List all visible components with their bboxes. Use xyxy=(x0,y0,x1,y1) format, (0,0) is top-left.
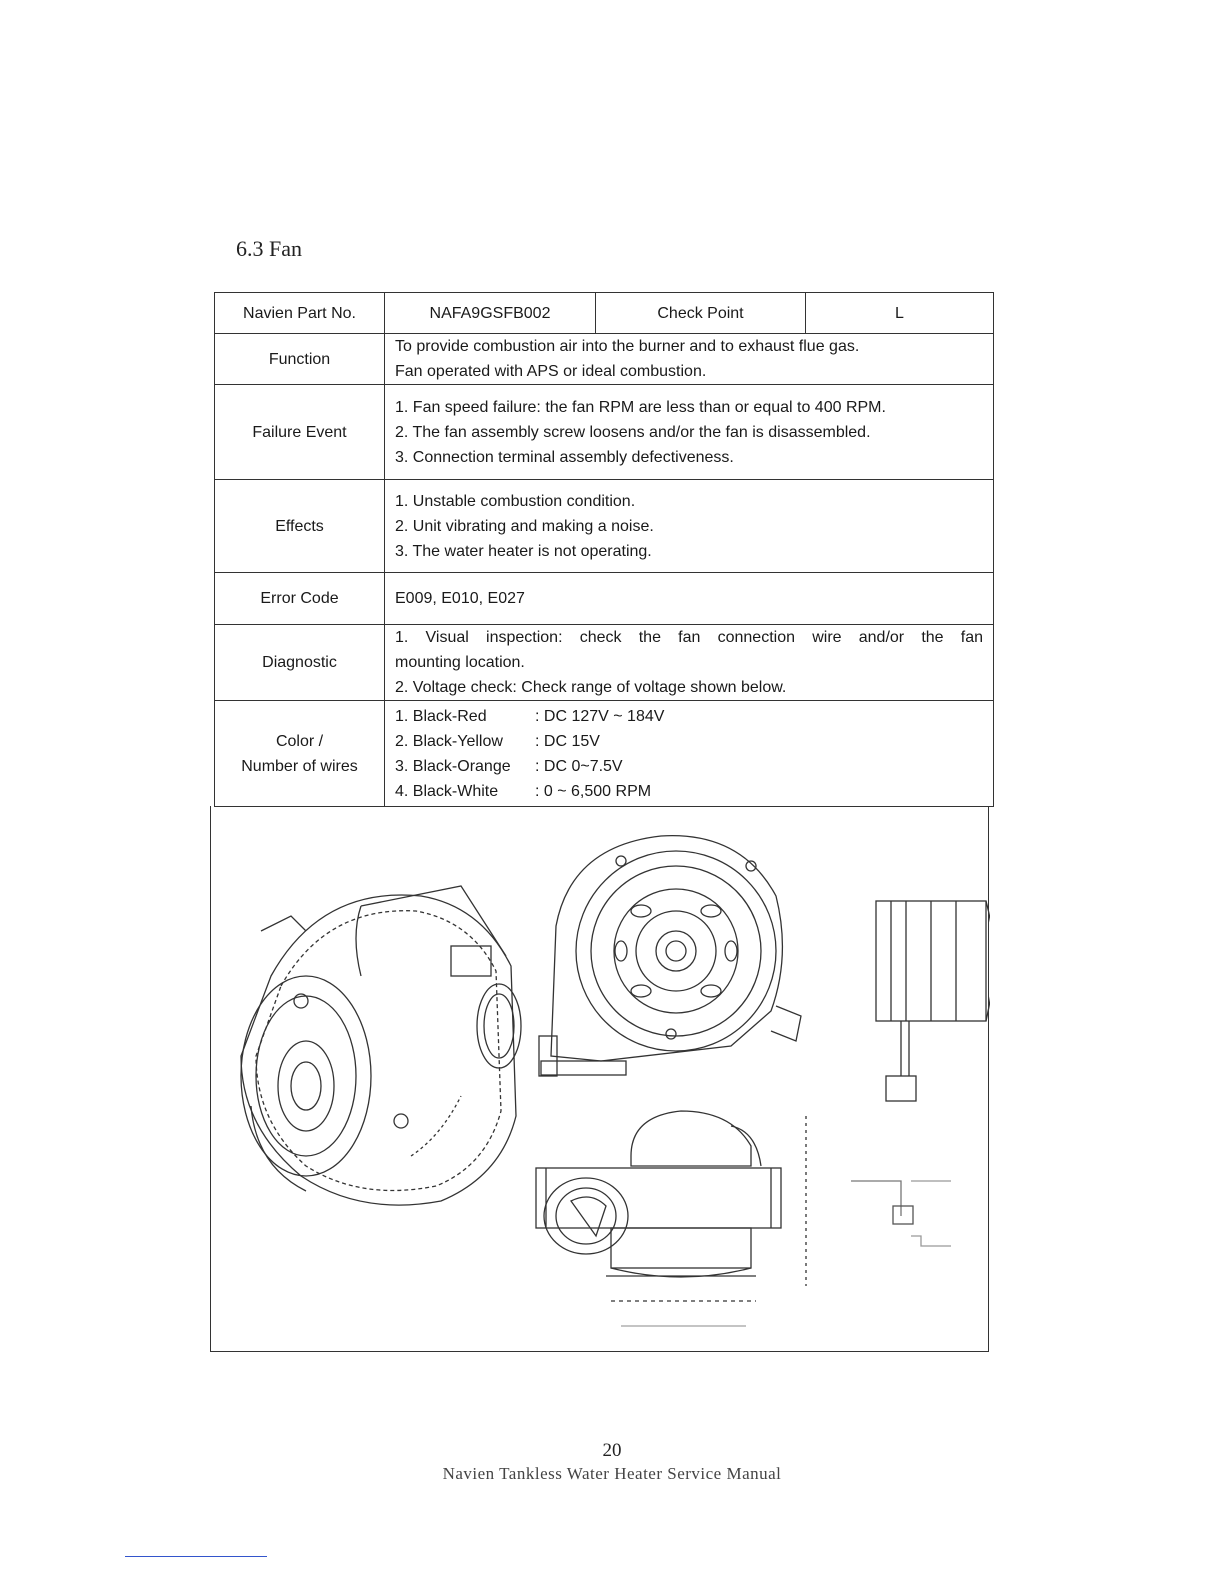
function-description xyxy=(385,334,994,385)
failure-event-item: 3. Connection terminal assembly defectiveness. xyxy=(395,448,734,466)
diagnostic-step: mounting location. xyxy=(395,654,525,671)
effects-item: 3. The water heater is not operating. xyxy=(395,542,652,560)
error-code-label: Error Code xyxy=(215,573,385,625)
wire-value: : 0 ~ 6,500 RPM xyxy=(535,782,652,800)
fan-side-view-drawing xyxy=(536,1111,806,1326)
wire-color-label-line: Number of wires xyxy=(241,757,358,775)
error-code-row xyxy=(215,573,994,625)
failure-event-label: Failure Event xyxy=(215,385,385,480)
fan-connector-drawing xyxy=(851,901,990,1246)
wire-color-list xyxy=(385,701,994,807)
wire-color-label-line: Color / xyxy=(275,732,324,750)
wire-color-label xyxy=(215,701,385,807)
wire-name: 4. Black-White xyxy=(395,782,499,800)
diagnostic-steps xyxy=(385,625,994,701)
fan-technical-drawings xyxy=(211,806,990,1352)
wire-value: : DC 0~7.5V xyxy=(535,757,623,775)
fan-isometric-drawing xyxy=(241,886,521,1205)
function-row xyxy=(215,334,994,385)
effects-item: 2. Unit vibrating and making a noise. xyxy=(395,517,654,535)
function-line: Fan operated with APS or ideal combustion. xyxy=(395,363,707,380)
failure-event-item: 1. Fan speed failure: the fan RPM are less than or equal to 400 RPM. xyxy=(395,398,886,416)
wire-color-row xyxy=(215,701,994,807)
wire-name: 2. Black-Yellow xyxy=(395,732,503,750)
function-line: To provide combustion air into the burner and to exhaust flue gas. xyxy=(395,338,860,355)
effects-list xyxy=(385,480,994,573)
check-point-label: Check Point xyxy=(596,293,806,334)
diagnostic-row xyxy=(215,625,994,701)
diagnostic-step: 1. Visual inspection: check the fan connection wire and/or the fan xyxy=(395,629,983,646)
wire-value: : DC 15V xyxy=(535,732,600,750)
check-point-value: L xyxy=(806,293,994,334)
fan-spec-table xyxy=(214,292,994,807)
section-title: 6.3 Fan xyxy=(236,236,302,261)
function-label: Function xyxy=(215,334,385,385)
fan-front-view-drawing xyxy=(539,836,801,1076)
effects-row xyxy=(215,480,994,573)
part-no-row xyxy=(215,293,994,334)
failure-event-row xyxy=(215,385,994,480)
link-underline xyxy=(125,1556,267,1557)
fan-figure-panel xyxy=(210,806,989,1352)
diagnostic-label: Diagnostic xyxy=(215,625,385,701)
effects-item: 1. Unstable combustion condition. xyxy=(395,492,636,510)
wire-value: : DC 127V ~ 184V xyxy=(535,707,665,725)
error-code-value: E009, E010, E027 xyxy=(385,573,994,625)
page-number: 20 xyxy=(602,1440,622,1461)
wire-item xyxy=(395,729,983,754)
part-no-value: NAFA9GSFB002 xyxy=(385,293,596,334)
wire-item xyxy=(395,704,983,729)
part-no-label: Navien Part No. xyxy=(215,293,385,334)
wire-name: 3. Black-Orange xyxy=(395,757,511,775)
diagnostic-step: 2. Voltage check: Check range of voltage shown below. xyxy=(395,679,787,696)
wire-item xyxy=(395,779,983,804)
wire-name: 1. Black-Red xyxy=(395,707,487,725)
manual-title-footer: Navien Tankless Water Heater Service Manual xyxy=(442,1464,782,1483)
failure-event-item: 2. The fan assembly screw loosens and/or the fan is disassembled. xyxy=(395,423,871,441)
wire-item xyxy=(395,754,983,779)
effects-label: Effects xyxy=(215,480,385,573)
failure-event-list xyxy=(385,385,994,480)
